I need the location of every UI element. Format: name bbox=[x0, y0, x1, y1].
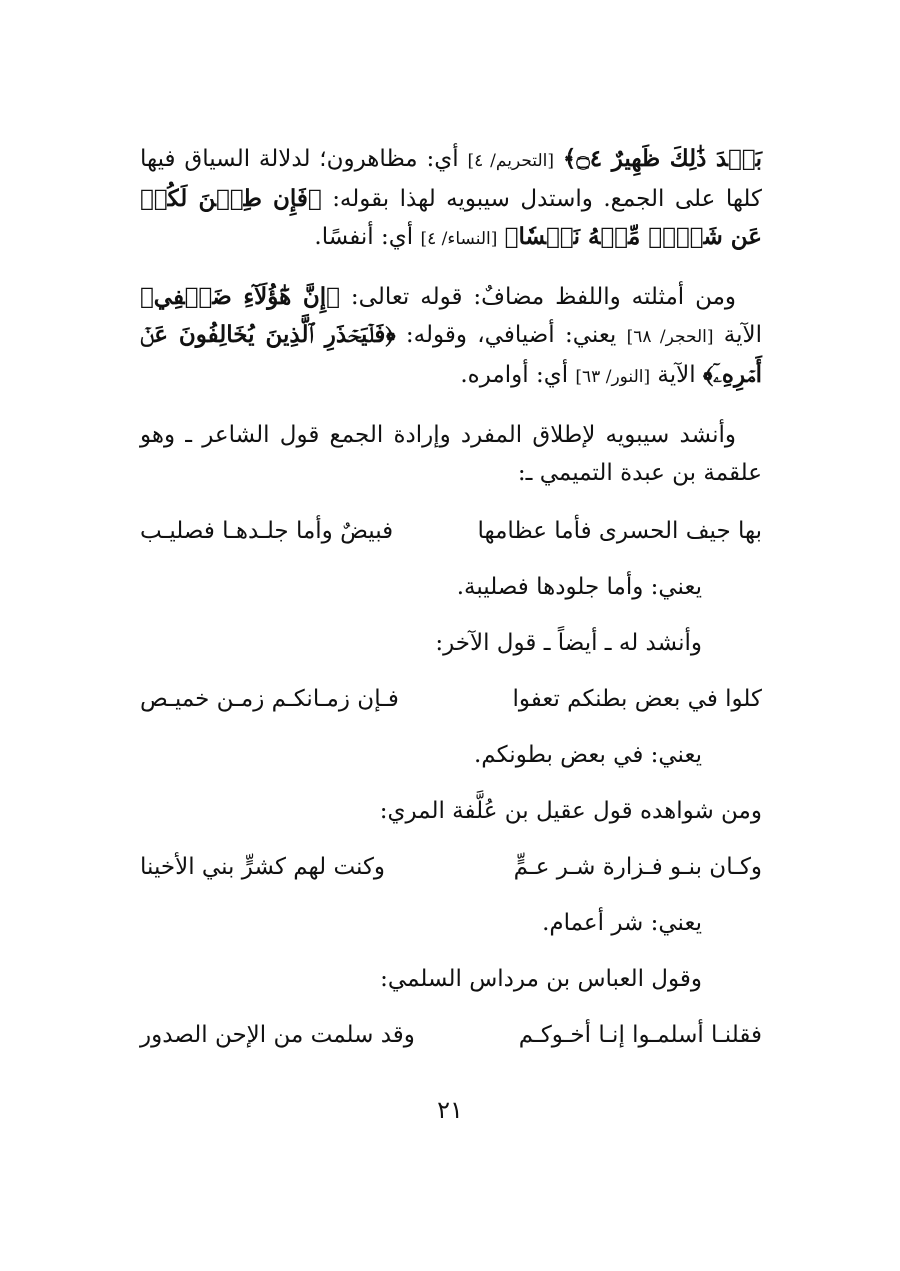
quran-reference: [الحجر/ ٦٨] bbox=[626, 327, 714, 347]
explanation-line: يعني: وأما جلودها فصليبة. bbox=[456, 574, 702, 600]
explanation-line: وقول العباس بن مرداس السلمي: bbox=[380, 966, 702, 992]
quran-reference: [التحريم/ ٤] bbox=[467, 151, 554, 171]
quran-fragment: ﴿فَإِن طِبۡنَ لَكُمۡ عَن شَيۡءٖ مِّنۡهُ نَفۡسٗا﴾ bbox=[140, 185, 762, 250]
paragraph-text: أي: مظاهرون؛ لدلالة السياق فيها كلها على الجمع. واستدل سيبويه لهذا بقوله: bbox=[140, 146, 762, 212]
paragraph-text: الآية bbox=[723, 322, 763, 348]
quran-reference: [النور/ ٦٣] bbox=[575, 367, 651, 387]
page-body bbox=[140, 140, 762, 1150]
poem-verse-2 bbox=[140, 680, 762, 718]
verse-second-hemistich: وكنت لهم كشرٍّ بني الأخينا bbox=[140, 854, 386, 880]
paragraph-text: يعني: أضيافي، وقوله: bbox=[405, 322, 617, 348]
quran-fragment: بَعۡدَ ذَٰلِكَ ظَهِيرٌ ۝٤﴾ bbox=[562, 145, 763, 172]
explanation-line: وأنشد له ـ أيضاً ـ قول الآخر: bbox=[435, 630, 702, 656]
paragraph-text: ومن أمثلته واللفظ مضافٌ: قوله تعالى: bbox=[350, 284, 737, 310]
explanation-line: يعني: في بعض بطونكم. bbox=[473, 742, 702, 768]
poem-verse-3 bbox=[140, 848, 762, 886]
verse-second-hemistich: فبيضٌ وأما جلـدهـا فصليـب bbox=[140, 518, 394, 544]
explanation-line: ومن شواهده قول عقيل بن عُلَّفة المري: bbox=[379, 798, 762, 824]
verse-first-hemistich: فقلنـا أسلمـوا إنـا أخـوكـم bbox=[518, 1022, 762, 1048]
explanation-line: يعني: شر أعمام. bbox=[542, 910, 702, 936]
page-number: ٢١ bbox=[437, 1096, 463, 1124]
verse-first-hemistich: بها جيف الحسرى فأما عظامها bbox=[477, 518, 762, 544]
verse-first-hemistich: كلوا في بعض بطنكم تعفوا bbox=[512, 686, 762, 712]
paragraph-1 bbox=[140, 140, 762, 258]
quran-fragment: ﴿فَلۡيَحۡذَرِ ٱلَّذِينَ يُخَالِفُونَ عَنۡ أَمۡرِهِۦٓ﴾ bbox=[140, 321, 762, 388]
paragraph-text: أي: أوامره. bbox=[460, 362, 569, 388]
poem-verse-1 bbox=[140, 512, 762, 550]
paragraph-text: أي: أنفسًا. bbox=[314, 224, 414, 250]
paragraph-text: الآية bbox=[657, 362, 696, 388]
quran-reference: [النساء/ ٤] bbox=[420, 229, 498, 249]
paragraph-3: وأنشد سيبويه لإطلاق المفرد وإرادة الجمع قول الشاعر ـ وهو علقمة بن عبدة التميمي ـ: bbox=[140, 422, 762, 486]
verse-second-hemistich: وقد سلمت من الإحن الصدور bbox=[140, 1022, 415, 1048]
quran-fragment: ﴿إِنَّ هَٰٓؤُلَآءِ ضَيۡفِي﴾ bbox=[140, 283, 340, 310]
poem-verse-4 bbox=[140, 1016, 762, 1054]
verse-first-hemistich: وكـان بنـو فـزارة شـر عـمٍّ bbox=[513, 854, 762, 880]
verse-second-hemistich: فـإن زمـانكـم زمـن خميـص bbox=[140, 686, 399, 712]
paragraph-2 bbox=[140, 278, 762, 396]
